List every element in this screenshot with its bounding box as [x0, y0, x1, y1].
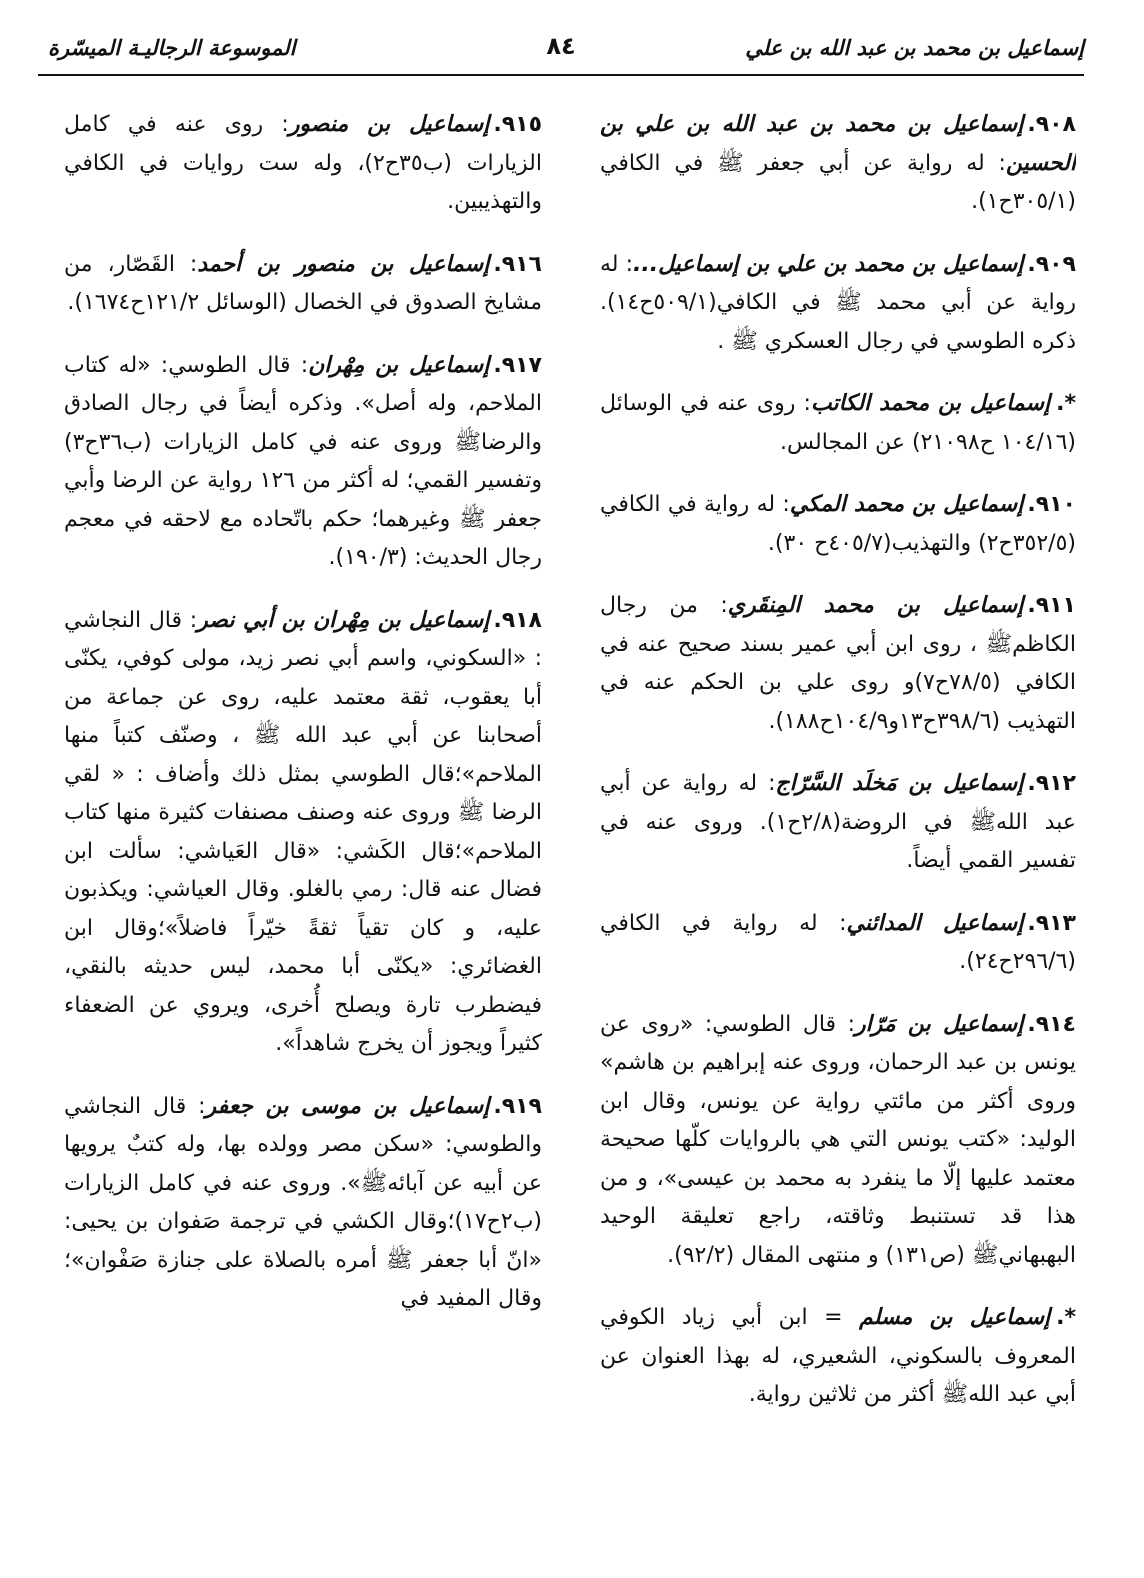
entry-name: إسماعيل بن محمد بن علي بن إسماعيل...	[633, 251, 1024, 277]
entry-text: : من رجال الكاظمﷺ ، روى ابن أبي عمير بسند صحيح عنه في الكافي (٧٨/٥ح٧)و روى علي بن الحكم عنه في التهذيب (٣٩٨/٦ح١٣و١٠٤/٩ح١٨٨).	[600, 593, 1076, 734]
entry-text: : قال النجاشي : «السكوني، واسم أبي نصر زيد، مولى كوفي، يكنّى أبا يعقوب، ثقة معتمد عليه، روى عن جماعة من أصحابنا عن أبي عبد الله ﷺ ، وصنّف كتباً منها الملاحم»؛قال الطوسي بمثل ذلك وأضاف : « لقي الرضا ﷺ وروى عنه وصنف مصنفات كثيرة منها كتاب الملاحم»؛قال الكَشي: «قال العَياشي: سألت ابن فضال عنه قال: رمي بالغلو. وقال العياشي: ويكذبون عليه، و كان تقياً ثقةً خيّراً فاضلاً»؛وقال ابن الغضائري: «يكنّى أبا محمد، ليس حديثه بالنقي، فيضطرب تارة ويصلح أُخرى، ويروي عن الضعفاء كثيراً ويجوز أن يخرج شاهداً».	[64, 607, 542, 1056]
running-title-right: إسماعيل بن محمد بن عبد الله بن علي	[745, 36, 1084, 60]
entry-918	[64, 602, 542, 1064]
entry-name: إسماعيل بن مِهْران بن أبي نصر	[197, 607, 490, 633]
entry-number: ٩٠٩.	[1027, 251, 1076, 277]
entry-star-katib	[600, 385, 1076, 462]
entry-text: : قال الطوسي: «له كتاب الملاحم، وله أصل». وذكره أيضاً في رجال الصادق والرضاﷺ وروى عنه في كامل الزيارات (ب٣٦ح٣) وتفسير القمي؛ له أكثر من ١٢٦ رواية عن الرضا وأبي جعفر ﷺ وغيرهما؛ حكم باتّحاده مع لاحقه في معجم رجال الحديث: (١٩٠/٣).	[64, 352, 542, 570]
entry-text: : القَصّار، من مشايخ الصدوق في الخصال (الوسائل ١٢١/٢ح١٦٧٤).	[64, 251, 542, 315]
entry-name: إسماعيل بن مِهْران	[308, 352, 490, 378]
entry-912	[600, 765, 1076, 881]
entry-text: : له رواية في الكافي (٣٥٢/٥ح٢) والتهذيب(٤٠٥/٧ح ٣٠).	[600, 492, 1076, 556]
entry-name: إسماعيل بن مَرّار	[855, 1011, 1024, 1037]
entry-number: ٩١٧.	[493, 352, 542, 378]
entry-text: : روى عنه في كامل الزيارات (ب٣٥ح٢)، وله ست روايات في الكافي والتهذيبين.	[64, 112, 542, 214]
entry-number: ٩١٢.	[1027, 771, 1076, 796]
entry-919	[64, 1088, 542, 1319]
entry-number: ٩١٥.	[493, 112, 542, 137]
entry-text: : له رواية عن أبي محمد ﷺ في الكافي(٥٠٩/١ح١٤). ذكره الطوسي في رجال العسكري ﷺ .	[600, 251, 1076, 354]
entry-914	[600, 1006, 1076, 1276]
entry-915	[64, 106, 542, 222]
entry-text: : روى عنه في الوسائل (١٠٤/١٦ ح٢١٠٩٨) عن المجالس.	[600, 391, 1076, 455]
entry-908	[600, 106, 1076, 222]
entry-number: *.	[1056, 391, 1076, 416]
entry-number: ٩١٦.	[493, 251, 542, 277]
entry-name: إسماعيل بن منصور بن أحمد	[197, 251, 490, 277]
entry-number: *.	[1056, 1305, 1076, 1330]
entry-name: إسماعيل بن محمد المِنقَري	[727, 593, 1024, 618]
entry-name: إسماعيل المدائني	[846, 910, 1024, 936]
entry-916	[64, 246, 542, 323]
entry-number: ٩١٤.	[1027, 1011, 1076, 1037]
left-column	[64, 106, 542, 1548]
entry-name: إسماعيل بن محمد المكي	[789, 492, 1024, 517]
entry-name: إسماعيل بن موسى بن جعفر	[205, 1093, 490, 1119]
entry-name: إسماعيل بن مسلم	[859, 1305, 1051, 1330]
entry-911	[600, 587, 1076, 741]
entry-text: = ابن أبي زياد الكوفي المعروف بالسكوني، الشعيري، له بهذا العنوان عن أبي عبد اللهﷺ أكثر من ثلاثين رواية.	[600, 1305, 1076, 1407]
page-header	[38, 30, 1084, 76]
entry-917	[64, 347, 542, 578]
entry-name: إسماعيل بن منصور	[288, 112, 490, 137]
entry-number: ٩٠٨.	[1027, 112, 1076, 137]
entry-text: : له رواية في الكافي (٢٩٦/٦ح٢٤).	[600, 910, 1076, 974]
entry-909	[600, 246, 1076, 362]
page-number: ٨٤	[546, 32, 576, 60]
entry-number: ٩١٠.	[1027, 492, 1076, 517]
entry-text: : له رواية عن أبي عبد اللهﷺ في الروضة(٢/٨ح١). وروى عنه في تفسير القمي أيضاً.	[600, 771, 1076, 873]
entry-number: ٩١٩.	[493, 1093, 542, 1119]
right-column	[600, 106, 1076, 1548]
running-title-left: الموسوعة الرجاليـة الميسّرة	[48, 36, 296, 60]
entry-number: ٩١٨.	[493, 607, 542, 633]
entry-name: إسماعيل بن محمد بن عبد الله بن علي بن الحسين	[600, 112, 1076, 176]
entry-913	[600, 905, 1076, 982]
entry-910	[600, 486, 1076, 563]
entry-star-muslim	[600, 1299, 1076, 1415]
entry-name: إسماعيل بن محمد الكاتب	[810, 391, 1051, 416]
entry-name: إسماعيل بن مَخلَد السَّرّاج	[775, 771, 1024, 796]
entry-text: : له رواية عن أبي جعفر ﷺ في الكافي (٣٠٥/١ح١).	[600, 150, 1076, 214]
entry-text: : قال الطوسي: «روى عن يونس بن عبد الرحمان، وروى عنه إبراهيم بن هاشم» وروى أكثر من مائتي رواية عن يونس، وقال ابن الوليد: «كتب يونس التي هي بالروايات كلّها صحيحة معتمد عليها إلّا ما ينفرد به محمد بن عيسى»، و من هذا قد تستنبط وثاقته، راجع تعليقة الوحيد البهبهانيﷺ (ص١٣١) و منتهى المقال (٩٢/٢).	[600, 1011, 1076, 1268]
entry-number: ٩١٣.	[1027, 910, 1076, 936]
entry-number: ٩١١.	[1027, 593, 1076, 618]
entry-text: : قال النجاشي والطوسي: «سكن مصر وولده بها، وله كتبٌ يرويها عن أبيه عن آبائهﷺ». وروى عنه في كامل الزيارات (ب٢ح١٧)؛وقال الكشي في ترجمة صَفوان بن يحيى: «انّ أبا جعفر ﷺ أمره بالصلاة على جنازة صَفْوان»؛وقال المفيد في	[64, 1093, 542, 1311]
